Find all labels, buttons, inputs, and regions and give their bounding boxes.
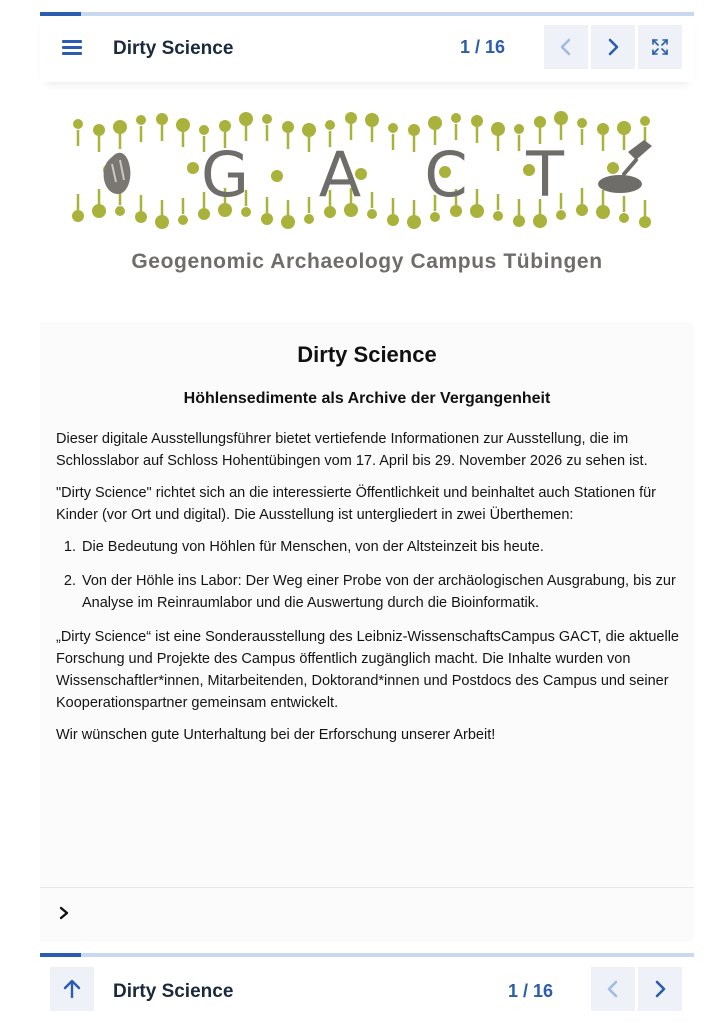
footer-prev-page-button[interactable] (591, 967, 635, 1011)
dna-dot (640, 116, 650, 126)
dna-dot (451, 113, 461, 123)
next-page-button[interactable] (591, 25, 635, 69)
dna-dots (72, 111, 651, 229)
footer-title: Dirty Science (113, 981, 234, 1002)
dna-dot (534, 116, 546, 128)
dna-dot (554, 111, 568, 125)
dna-dot (428, 116, 442, 130)
list-item: 1. Die Bedeutung von Höhlen für Menschen, von der Altsteinzeit bis heute. (80, 536, 680, 558)
dna-dot (72, 210, 84, 222)
logo-subtitle: Geogenomic Archaeology Campus Tübingen (131, 250, 603, 273)
dna-dot (345, 112, 357, 124)
dna-dot (281, 215, 295, 229)
footer-next-page-button[interactable] (638, 967, 682, 1011)
arrow-up-icon (63, 979, 81, 999)
dna-dot (407, 215, 421, 229)
dna-dot (135, 211, 147, 223)
dna-dot (156, 113, 168, 125)
fullscreen-button[interactable] (638, 25, 682, 69)
dna-dot (261, 213, 273, 225)
dna-dot (187, 162, 199, 174)
dna-dot (282, 121, 294, 133)
top-navigation-bar (40, 12, 694, 82)
dna-dot (491, 122, 505, 136)
dna-dot (93, 124, 105, 136)
dna-dot (239, 112, 253, 126)
dna-dot (115, 206, 125, 216)
bottom-progress-fill (40, 953, 81, 957)
dna-dot (73, 119, 83, 129)
chevron-left-icon (559, 38, 573, 56)
page-title: Dirty Science (297, 342, 437, 367)
dna-dot (533, 214, 547, 228)
top-progress-fill (40, 12, 81, 16)
dna-dot (365, 113, 379, 127)
dna-dot (596, 205, 610, 219)
menu-button[interactable] (62, 38, 84, 56)
logo-letter-a: A (318, 138, 362, 211)
dna-dot (367, 209, 377, 219)
page-indicator: 1 / 16 (460, 37, 506, 57)
intro-paragraph: Dieser digitale Ausstellungsführer bietet vertiefende Informationen zur Ausstellung, die im Schlosslabor auf Schloss Hohentübingen vom 17. April bis 29. November 2026 zu sehen ist. (56, 431, 648, 469)
divider (40, 887, 694, 888)
topics-list (56, 536, 680, 614)
dna-dot (617, 121, 631, 135)
dna-dot (113, 120, 127, 134)
header-title: Dirty Science (113, 38, 234, 59)
dna-dot (576, 204, 588, 216)
dna-dot (619, 213, 629, 223)
hand-axe-icon (104, 153, 131, 194)
fullscreen-icon (651, 38, 669, 56)
prev-page-button[interactable] (544, 25, 588, 69)
dna-dot (388, 123, 398, 133)
logo-letter-t: T (526, 138, 564, 211)
dna-dot (470, 204, 484, 218)
hamburger-icon (62, 40, 82, 43)
dna-dot (639, 216, 651, 228)
chevron-left-icon (606, 980, 620, 998)
dna-dot (408, 124, 420, 136)
dna-dot (513, 215, 525, 227)
dna-dot (304, 214, 314, 224)
dna-dot (136, 115, 146, 125)
logo-letter-g: G (200, 138, 250, 211)
dna-dot (577, 118, 587, 128)
bottom-navigation-bar (40, 953, 694, 1024)
dna-dot (430, 212, 440, 222)
dna-dot (597, 123, 609, 135)
dna-dot (176, 118, 190, 132)
gact-logo (40, 110, 694, 290)
list-item: 2. Von der Höhle ins Labor: Der Weg einer Probe von der archäologischen Ausgrabung, bis zur Analyse im Reinraumlabor und die Auswertung durch die Bioinformatik. (80, 570, 680, 614)
dna-dot (325, 120, 335, 130)
dna-dot (271, 170, 283, 182)
gact-dna-logo-graphic (40, 110, 694, 240)
dna-dot (556, 210, 566, 220)
about-paragraph: „Dirty Science“ ist eine Sonderausstellung des Leibniz-WissenschaftsCampus GACT, die aktuelle Forschung und Projekte des Campus öffentlich zugänglich macht. Die Inhalte wurden von Wissenschaftler*innen, Mitarbeitenden, Doktorand*innen und Postdocs des Campus und seiner Kooperationspartner gemeinsam entwickelt. (56, 629, 679, 711)
content-card (40, 322, 694, 942)
dna-dot (199, 125, 209, 135)
chevron-right-small-icon (58, 906, 70, 920)
page-subtitle: Höhlensedimente als Archive der Vergangenheit (183, 390, 551, 407)
expand-toggle-button[interactable] (58, 906, 78, 926)
logo-letter-c: C (424, 138, 468, 211)
body-text (56, 428, 680, 756)
closing-paragraph: Wir wünschen gute Unterhaltung bei der Erforschung unserer Arbeit! (56, 727, 496, 743)
dna-dot (493, 211, 503, 221)
dna-dot (302, 123, 316, 137)
chevron-right-icon (653, 980, 667, 998)
dna-dot (471, 115, 483, 127)
dna-dot (219, 120, 231, 132)
audience-paragraph: "Dirty Science" richtet sich an die interessierte Öffentlichkeit und beinhaltet auch Stationen für Kinder (vor Ort und digital). Die Ausstellung ist untergliedert in zwei Überthemen: (56, 485, 657, 523)
dna-dot (514, 124, 524, 134)
top-progress-track (40, 12, 694, 16)
bottom-progress-track (40, 953, 694, 957)
footer-page-indicator: 1 / 16 (508, 981, 554, 1001)
scroll-to-top-button[interactable] (50, 967, 94, 1011)
chevron-right-icon (606, 38, 620, 56)
dna-dot (387, 214, 399, 226)
dna-dot (262, 114, 272, 124)
dna-dot (155, 215, 169, 229)
dna-dot (92, 204, 106, 218)
dna-dot (178, 215, 188, 225)
dna-dot (607, 162, 619, 174)
